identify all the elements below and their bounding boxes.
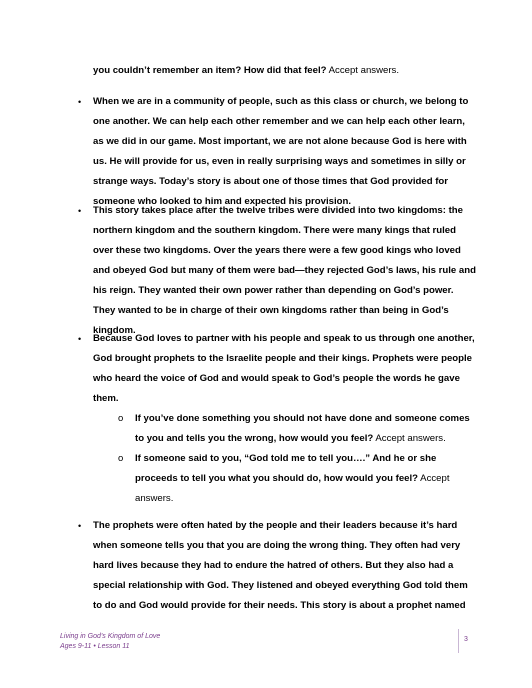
paragraph-community xyxy=(93,92,478,212)
paragraph-bold-text: When we are in a community of people, such as this class or church, we belong to one another. We can help each other remember and we can help each other learn, as we did in our game. Most important, we are not alone because God is here with us. He will provide for us, even in really surprising ways and sometimes in silly or strange ways. Today’s story is about one of those times that God provided for someone who looked to him and expected his provision. xyxy=(93,96,469,207)
question-wrong xyxy=(135,409,478,449)
bullet-icon: • xyxy=(78,97,82,107)
question-god-told xyxy=(135,449,478,509)
paragraph-prophets-hated xyxy=(93,516,478,616)
footer-subtitle: Ages 9-11 • Lesson 11 xyxy=(60,643,130,650)
sub-bullet-icon: o xyxy=(118,453,124,464)
page-number: 3 xyxy=(464,636,468,643)
paragraph-plain-text: Accept answers. xyxy=(326,65,400,76)
bullet-icon: • xyxy=(78,521,82,531)
footer-divider xyxy=(458,629,459,653)
paragraph-kingdoms xyxy=(93,201,478,341)
footer xyxy=(60,632,160,652)
question-bold-text: If someone said to you, “God told me to tell you….” And he or she proceeds to tell you what you should do, how would you feel? xyxy=(135,453,437,484)
footer-title: Living in God’s Kingdom of Love xyxy=(60,633,161,640)
sub-bullet-icon: o xyxy=(118,413,124,424)
question-plain-text: Accept answers. xyxy=(135,473,450,504)
bullet-icon: • xyxy=(78,334,82,344)
paragraph-bold-text: The prophets were often hated by the people and their leaders because it’s hard when someone tells you that you are doing the wrong thing. They often had very hard lives because they had to endure the hatred of others. But they also had a special relationship with God. They listened and obeyed everything God told them to do and God would provide for their needs. This story is about a prophet named xyxy=(93,520,468,611)
paragraph-bold-text: Because God loves to partner with his people and speak to us through one another, God brought prophets to the Israelite people and their kings. Prophets were people who heard the voice of God and would speak to God’s people the words he gave them. xyxy=(93,333,475,404)
question-plain-text: Accept answers. xyxy=(373,433,446,444)
paragraph-bold-text: This story takes place after the twelve tribes were divided into two kingdoms: the northern kingdom and the southern kingdom. There were many kings that ruled over these two kingdoms. Over the years there were a few good kings who loved and obeyed God but many of them were bad—they rejected God’s laws, his rule and his reign. They wanted their own power rather than depending on God’s power. They wanted to be in charge of their own kingdoms rather than being in God’s kingdom. xyxy=(93,205,476,336)
paragraph-prophets-intro xyxy=(93,329,478,409)
paragraph-continuation xyxy=(93,61,478,81)
bullet-icon: • xyxy=(78,206,82,216)
question-bold-text: If you’ve done something you should not have done and someone comes to you and tells you the wrong, how would you feel? xyxy=(135,413,470,444)
paragraph-bold-text: you couldn’t remember an item? How did that feel? xyxy=(93,65,327,76)
